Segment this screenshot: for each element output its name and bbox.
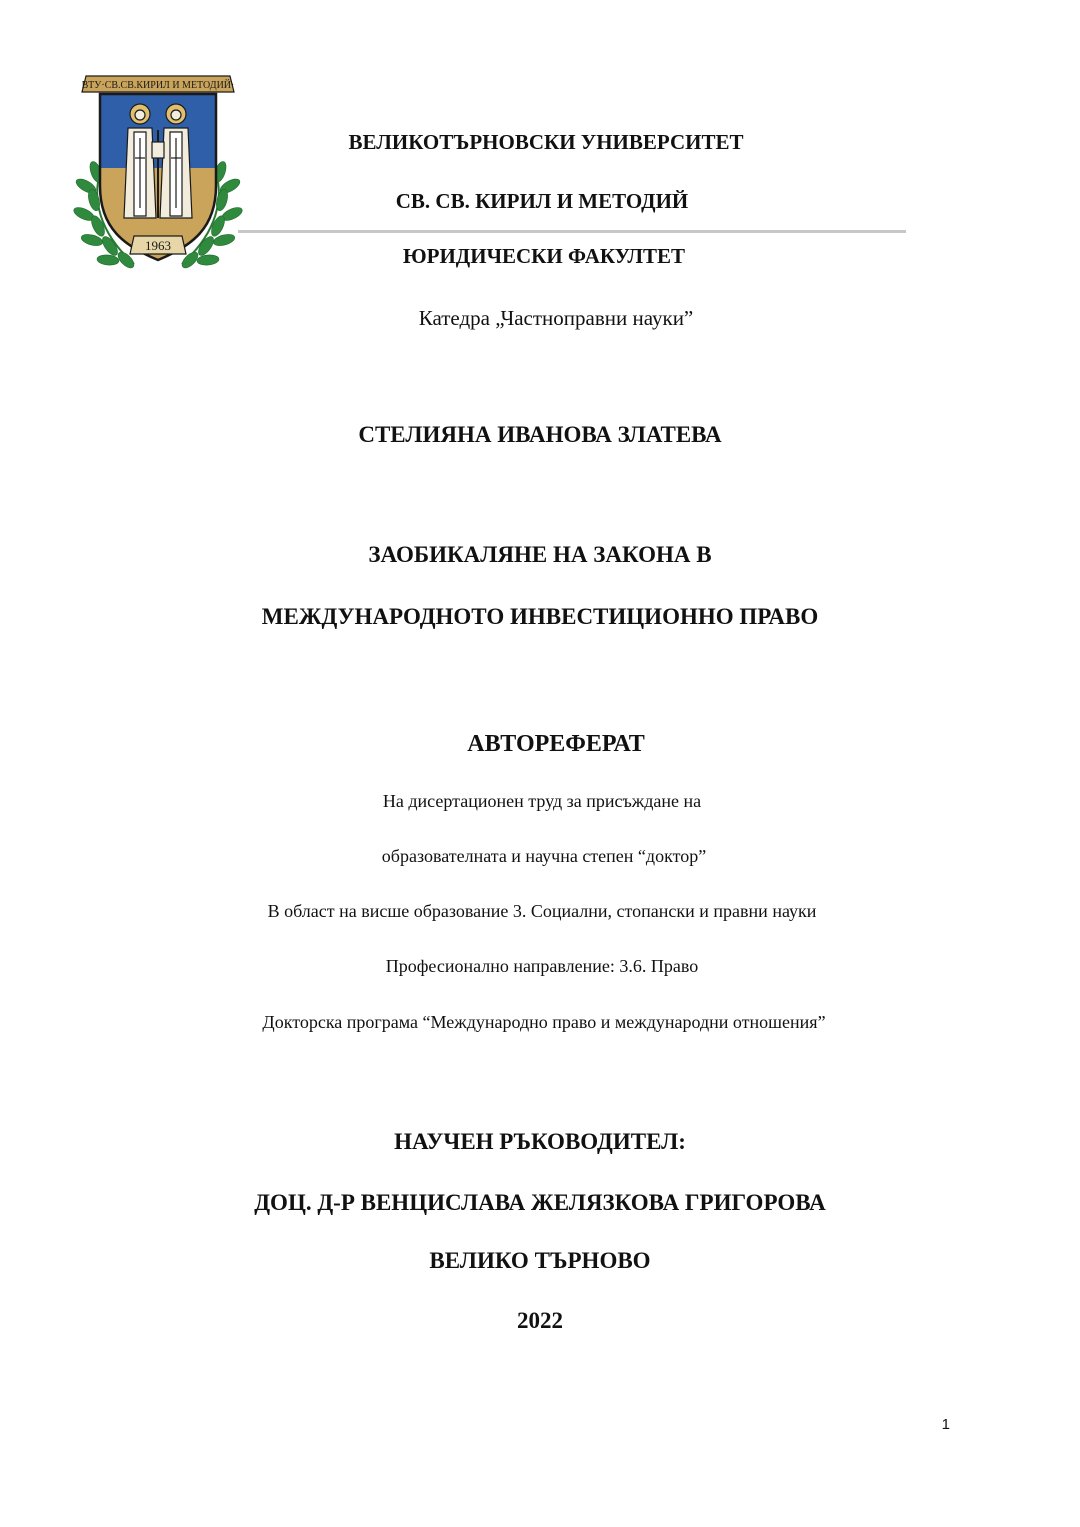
abstract-line: На дисертационен труд за присъждане на: [382, 791, 702, 811]
place: ВЕЛИКО ТЪРНОВО: [429, 1248, 651, 1273]
university-name: ВЕЛИКОТЪРНОВСКИ УНИВЕРСИТЕТ: [348, 130, 744, 154]
thesis-title-line-1: ЗАОБИКАЛЯНЕ НА ЗАКОНА В: [368, 542, 712, 567]
abstract-heading: АВТОРЕФЕРАТ: [467, 731, 645, 757]
supervisor-name: ДОЦ. Д-Р ВЕНЦИСЛАВА ЖЕЛЯЗКОВА ГРИГОРОВА: [254, 1190, 826, 1215]
abstract-line: образователната и научна степен “доктор”: [381, 846, 707, 866]
thesis-title-line-2: МЕЖДУНАРОДНОТО ИНВЕСТИЦИОННО ПРАВО: [261, 604, 819, 629]
supervisor-label: НАУЧЕН РЪКОВОДИТЕЛ:: [394, 1129, 686, 1154]
header-divider: [238, 230, 906, 233]
abstract-line: В област на висше образование 3. Социални, стопански и правни науки: [267, 901, 817, 921]
page-number: 1: [941, 1416, 950, 1433]
author-name: СТЕЛИЯНА ИВАНОВА ЗЛАТЕВА: [358, 422, 722, 447]
logo-year: 1963: [145, 238, 171, 253]
year: 2022: [517, 1308, 563, 1333]
abstract-line: Докторска програма “Международно право и международни отношения”: [262, 1012, 826, 1032]
logo-banner-text: ВТУ·СВ.СВ.КИРИЛ И МЕТОДИЙ·: [81, 80, 235, 91]
university-subtitle: СВ. СВ. КИРИЛ И МЕТОДИЙ: [395, 189, 689, 213]
department-name: Катедра „Частноправни науки”: [418, 306, 694, 330]
faculty-name: ЮРИДИЧЕСКИ ФАКУЛТЕТ: [403, 244, 685, 268]
abstract-line: Професионално направление: 3.6. Право: [385, 956, 699, 976]
